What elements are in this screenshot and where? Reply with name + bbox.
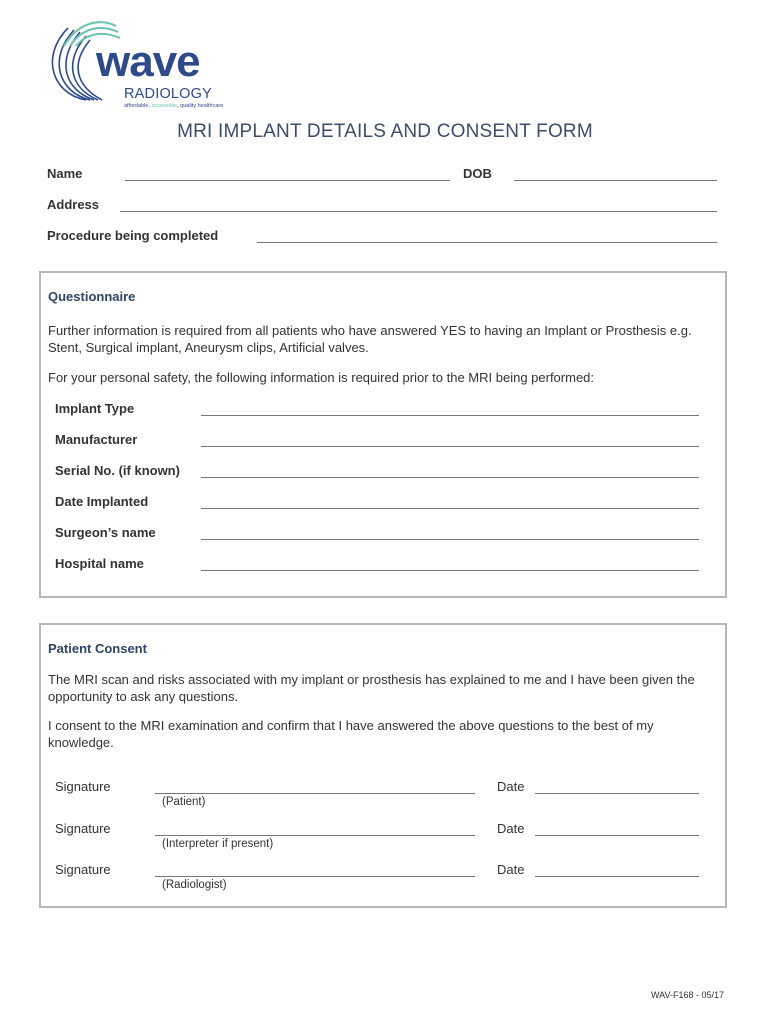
interpreter-role-caption: (Interpreter if present) [162,838,274,850]
procedure-label: Procedure being completed [47,228,219,243]
questionnaire-heading: Questionnaire [48,289,136,304]
surgeon-name-label: Surgeon’s name [55,525,156,540]
serial-number-label: Serial No. (if known) [55,463,180,478]
radiologist-date-label: Date [497,862,525,877]
consent-risks-text: The MRI scan and risks associated with my implant or prosthesis has explained to me and I have been given the opportunity to ask any questions. [48,672,695,704]
patient-date-label: Date [497,779,525,794]
name-label: Name [47,166,83,181]
radiologist-signature-field[interactable] [155,876,475,877]
form-code: WAV-F168 - 05/17 [650,990,724,1000]
wave-radiology-logo [38,16,224,109]
hospital-name-field[interactable] [201,570,699,571]
logo-tagline: affordable, accessible, quality healthcare [124,103,224,109]
interpreter-date-field[interactable] [535,835,699,836]
hospital-name-label: Hospital name [55,556,144,571]
radiologist-date-field[interactable] [535,876,699,877]
surgeon-name-field[interactable] [201,539,699,540]
patient-role-caption: (Patient) [162,796,206,808]
interpreter-signature-field[interactable] [155,835,475,836]
patient-signature-field[interactable] [155,793,475,794]
interpreter-date-label: Date [497,821,525,836]
logo-wordmark: wave [96,37,200,86]
radiologist-signature-label: Signature [55,862,111,877]
manufacturer-label: Manufacturer [55,432,138,447]
form-title: MRI IMPLANT DETAILS AND CONSENT FORM [177,121,593,142]
questionnaire-info-text: Further information is required from all patients who have answered YES to having an Implant or Prosthesis e.g. Stent, Surgical implant, Aneurysm clips, Artificial valves. [48,323,692,355]
dob-label: DOB [463,166,492,181]
questionnaire-safety-text: For your personal safety, the following information is required prior to the MRI being performed: [48,370,595,385]
date-implanted-label: Date Implanted [55,494,149,509]
address-label: Address [47,197,100,212]
patient-date-field[interactable] [535,793,699,794]
serial-number-field[interactable] [201,477,699,478]
patient-signature-label: Signature [55,779,111,794]
name-field[interactable] [125,180,450,181]
dob-field[interactable] [514,180,717,181]
consent-statement-text: I consent to the MRI examination and confirm that I have answered the above questions to the best of my knowledge. [48,718,654,750]
logo-subtitle: RADIOLOGY [124,86,213,102]
manufacturer-field[interactable] [201,446,699,447]
procedure-field[interactable] [257,242,717,243]
implant-type-field[interactable] [201,415,699,416]
radiologist-role-caption: (Radiologist) [162,879,227,891]
consent-heading: Patient Consent [48,641,147,656]
implant-type-label: Implant Type [55,401,135,416]
address-field[interactable] [120,211,717,212]
patient-consent-section [39,623,727,908]
questionnaire-section [39,271,727,598]
date-implanted-field[interactable] [201,508,699,509]
interpreter-signature-label: Signature [55,821,111,836]
